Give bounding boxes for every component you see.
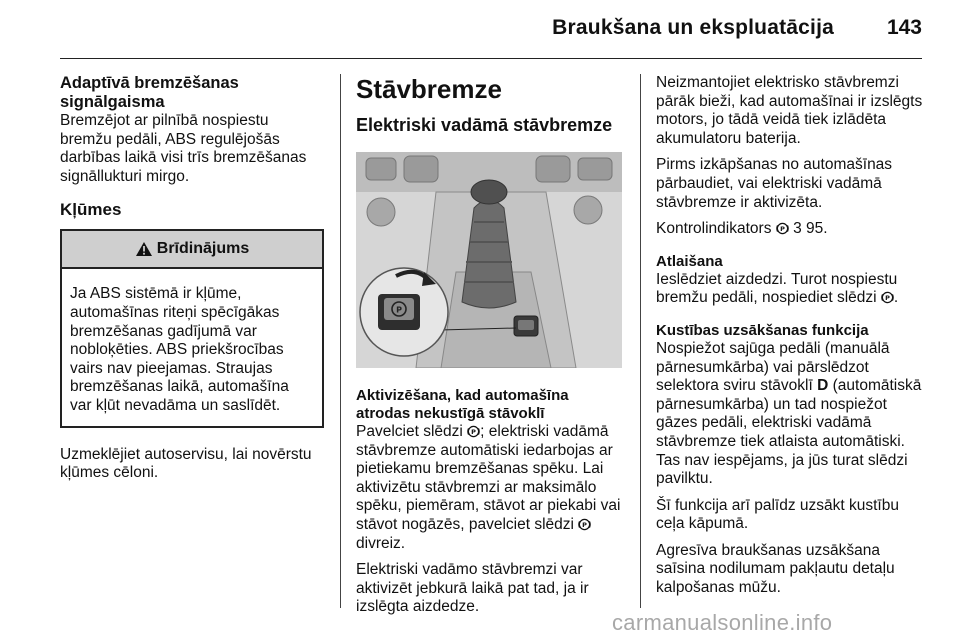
svg-text:P: P [779,225,785,234]
paragraph: Agresīva braukšanas uzsākšana saīsina nodilumam pakļautu detaļu kalpošanas mūžu. [656,541,895,597]
parking-brake-icon [578,518,591,531]
parking-brake-switch-illustration [356,152,622,368]
parking-brake-icon [881,291,894,304]
paragraph: Šī funkcija arī palīdz uzsākt kustību ceļa kāpumā. [656,496,899,533]
column-divider [640,74,641,608]
warning-triangle-icon [135,241,153,257]
activation-heading: Aktivizēšana, kad automašīna atrodas nekustīgā stāvoklī [356,387,569,422]
paragraph: Elektriski vadāmo stāvbremzi var aktivizēt jebkurā laikā pat tad, ja ir izslēgta aizdedze. [356,561,589,616]
paragraph: Uzmeklējiet autoservisu, lai novērstu kļūmes cēloni. [60,445,312,482]
indicator-paragraph: Kontrolindikators P 3 95. [656,220,828,238]
section-heading-adaptive-brake-light: Adaptīvā bremzēšanas signālgaisma [60,74,239,111]
paragraph: Bremzējot ar pilnībā nospiestu bremžu pedāli, ABS regulējošās darbības laikā visi trīs bremzēšanas signāllukturi mirgo. [60,112,307,185]
paragraph: Pirms izkāpšanas no automašīnas pārbaudiet, vai elektriski vadāmā stāvbremze ir aktivizēta. [656,156,893,211]
warning-title: Brīdinājums [156,240,250,258]
release-paragraph: Ieslēdziet aizdedzi. Turot nospiestu bremžu pedāli, nospiediet slēdzi P . [656,270,899,307]
warning-text: Ja ABS sistēmā ir kļūme, automašīnas riteņi spēcīgākas bremzēšanas gadījumā var nobloķēties. ABS priekšrocības vairs nav pieejamas. Straujas bremzēšanas laikā, automašīna var kļūt nevadāma un saslīdēt. [70,285,289,414]
svg-text:P: P [582,520,588,529]
page-header [0,0,960,58]
column-divider [340,74,341,608]
svg-text:P: P [396,305,402,315]
column-3 [656,74,926,606]
subsection-heading: Elektriski vadāmā stāvbremze [356,115,613,135]
activation-paragraph: Pavelciet slēdzi P ; elektriski vadāmā stāvbremze automātiski iedarbojas ar pietiekamu bremzēšanas spēku. Lai aktivizētu stāvbremzi ar maksimālo spēku, piemēram, stāvot ar piekabi vai stāvot nogāzēs, pavelciet slēdzi P divreiz. [356,423,621,552]
warning-body [62,269,322,425]
parking-brake-icon [776,222,789,235]
svg-text:P: P [885,294,890,303]
drive-away-heading: Kustības uzsākšanas funkcija [656,321,869,339]
watermark: carmanualsonline.info [612,610,833,635]
drive-away-paragraph: Nospiežot sajūga pedāli (manuālā pārnesumkārba) vai pārslēdzot selektora sviru stāvoklī D (automātiskā pārnesumkārba) un tad nospiežot gāzes pedāli, elektriski vadāmā stāvbremze tiek atlaista automātiski. Tas nav iespējams, ja jūs turat slēdzi pavilktu. [656,339,922,488]
header-title: Braukšana un ekspluatācija [552,16,834,39]
paragraph: Neizmantojiet elektrisko stāvbremzi pārāk bieži, kad automašīnai ir izslēgts motors, jo tādā veidā tiek izlādēta akumulatoru baterija. [656,74,923,147]
chapter-heading: Stāvbremze [356,74,502,104]
section-heading-faults: Kļūmes [60,200,122,220]
release-heading: Atlaišana [656,252,723,270]
gear-position: D [817,377,829,395]
warning-box [60,229,324,427]
parking-brake-icon [467,425,480,438]
column-1 [60,74,324,491]
header-rule [60,58,922,59]
page-reference: 3 95. [793,220,828,238]
warning-header [62,231,322,269]
page-number: 143 [886,16,922,39]
svg-text:P: P [471,428,477,437]
column-2 [356,74,626,625]
